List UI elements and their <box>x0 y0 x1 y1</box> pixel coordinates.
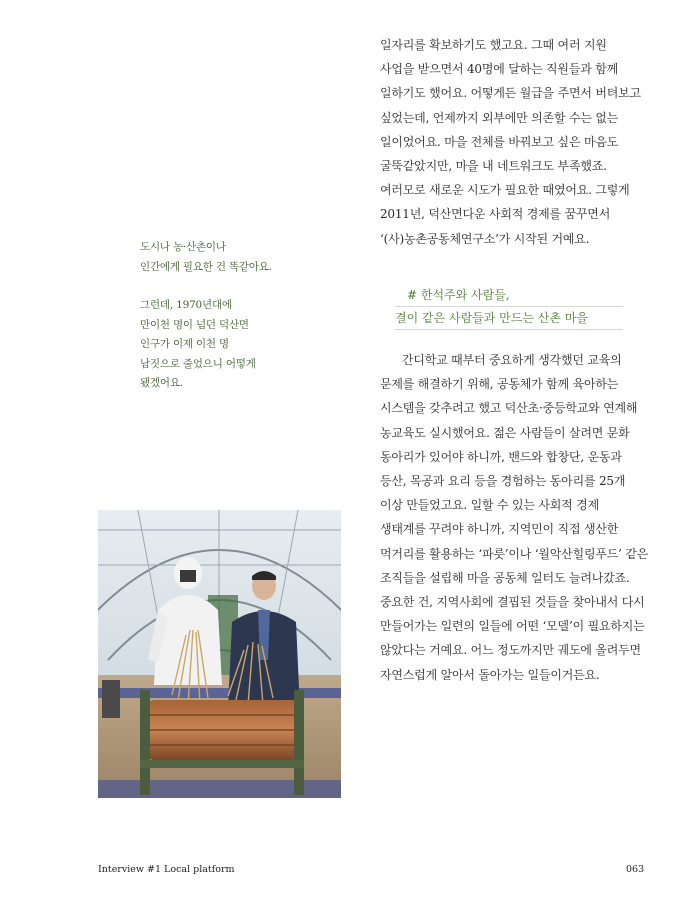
text-line: 간디학교 때부터 중요하게 생각했던 교육의 <box>402 353 622 367</box>
section-heading-line1: # 한석주와 사람들, <box>395 284 623 307</box>
quote-line: 만이천 명이 넘던 덕산면 <box>140 318 249 331</box>
text-line: ‘(사)농촌공동체연구소’가 시작된 거예요. <box>380 231 590 246</box>
quote-line: 인구가 이제 이천 명 <box>140 338 229 350</box>
quote-spacer <box>140 277 320 296</box>
text-line: 동아리가 있어야 하니까, 밴드와 합창단, 운동과 <box>380 449 622 464</box>
quote-line: 도시나 농·산촌이나 <box>140 241 226 253</box>
footer-section-title: Interview #1 Local platform <box>98 864 235 875</box>
pull-quote <box>140 238 320 394</box>
text-line: 일이었어요. 마을 전체를 바꿔보고 싶은 마음도 <box>380 134 619 149</box>
quote-line: 그런데, 1970년대에 <box>140 299 232 311</box>
section-heading <box>395 284 623 330</box>
text-line: 먹거리를 활용하는 ‘파릇’이나 ‘월악산힐링푸드’ 같은 <box>380 546 649 561</box>
article-paragraph-body <box>380 348 650 687</box>
text-line: 자연스럽게 알아서 돌아가는 일들이거든요. <box>380 667 600 682</box>
article-top-column <box>380 33 650 251</box>
text-line: 일자리를 확보하기도 했고요. 그때 여러 지원 <box>380 38 607 52</box>
article-body-column <box>380 348 650 687</box>
text-line: 않았다는 거예요. 어느 정도까지만 궤도에 올려두면 <box>380 643 641 658</box>
article-paragraph-top <box>380 33 650 251</box>
text-line: 굴뚝같았지만, 마을 내 네트워크도 부족했죠. <box>380 159 607 174</box>
text-line: 일하기도 했어요. 어떻게든 월급을 주면서 버텨보고 <box>380 86 641 101</box>
text-line: 중요한 건, 지역사회에 결핍된 것들을 찾아내서 다시 <box>380 595 645 610</box>
text-line: 시스템을 갖추려고 했고 덕산초·중등학교와 연계해 <box>380 401 638 416</box>
page-number: 063 <box>626 864 645 875</box>
text-line: 2011년, 덕산면다운 사회적 경제를 꿈꾸면서 <box>380 207 611 222</box>
quote-line: 됐겠어요. <box>140 377 183 389</box>
text-line: 싶었는데, 언제까지 외부에만 의존할 수는 없는 <box>380 110 619 125</box>
text-line: 등산, 목공과 요리 등을 경험하는 동아리를 25개 <box>380 474 626 489</box>
text-line: 조직들을 설립해 마을 공동체 일터도 늘려나갔죠. <box>380 570 630 585</box>
photo-illustration <box>98 510 341 798</box>
text-line: 생태계를 꾸려야 하니까, 지역민이 직접 생산한 <box>380 522 619 537</box>
text-line: 만들어가는 일련의 일들에 어떤 ‘모델’이 필요하지는 <box>380 619 645 634</box>
text-line: 농교육도 실시했어요. 젊은 사람들이 살려면 문화 <box>380 425 630 440</box>
text-line: 문제를 해결하기 위해, 공동체가 함께 육아하는 <box>380 377 619 392</box>
quote-line: 인간에게 필요한 건 똑같아요. <box>140 260 272 273</box>
greenhouse-photo <box>98 510 341 798</box>
text-line: 사업을 받으면서 40명에 달하는 직원들과 함께 <box>380 62 618 77</box>
section-heading-line2: 결이 같은 사람들과 만드는 산촌 마을 <box>395 307 623 330</box>
text-line: 여러모로 새로운 시도가 필요한 때였어요. 그렇게 <box>380 183 630 198</box>
quote-line: 남짓으로 줄었으니 어떻게 <box>140 357 256 370</box>
text-line: 이상 만들었고요. 일할 수 있는 사회적 경제 <box>380 498 599 513</box>
